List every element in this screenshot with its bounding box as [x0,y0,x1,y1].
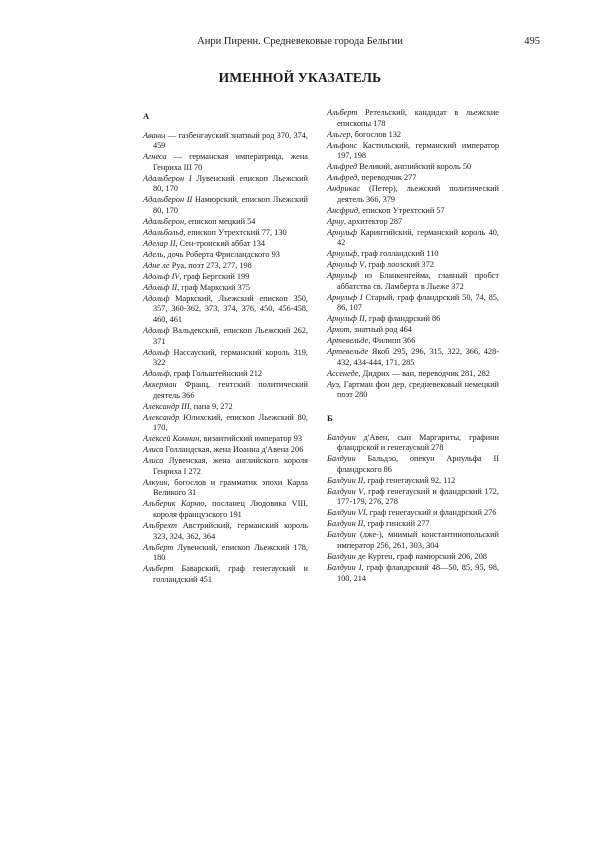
index-entry [327,433,499,454]
index-entry [327,108,499,129]
index-entry [327,184,499,205]
entry-text: Намюрский, епископ Льежский 80, 170 [153,195,308,215]
entry-text: Кастильский, германский император 197, 198 [337,140,499,161]
entry-name: Аделар II [143,238,176,248]
index-entry [327,476,499,487]
index-entry [327,508,499,519]
entry-text: , граф Маркский 375 [177,282,251,292]
entry-text: Якоб 295, 296, 315, 322, 366, 428-432, 434-444, 171, 285 [337,347,499,367]
entries-list-left [143,131,308,586]
index-entry [327,552,499,563]
section-heading-b: Б [327,413,333,424]
index-entry [143,456,308,477]
index-entry [143,131,308,152]
entry-text: , граф голландский 110 [357,249,439,259]
index-column-right [327,108,499,584]
entry-name: Альберик Корню [143,499,205,509]
entry-text: — газбенгауский знатный род 370, 374, 459 [153,130,308,151]
index-entry [143,261,308,272]
index-entry [143,250,308,261]
entry-name: Артевельде [327,347,369,357]
entry-name: Альберт [327,108,358,117]
index-entry [327,173,499,184]
index-entry [327,141,499,162]
running-head [60,36,540,47]
entry-name: Аккерман [143,380,177,390]
entry-name: Ауэ [327,379,340,389]
entry-text: , знатный род 464 [349,325,412,335]
index-entry [143,217,308,228]
entry-name: Адольф [143,325,170,335]
entry-name: Балдуин [327,530,356,540]
section-heading-a: А [143,111,150,121]
running-title: Анри Пиренн. Средневековые города Бельгии [197,36,403,47]
index-entry [143,239,308,250]
entry-text: Вальдекский, епископ Льежский 262, 371 [153,325,308,346]
entry-text: , посланец Людовика VIII, короля французского 191 [153,499,308,519]
entry-name: Альфред [327,162,358,172]
index-entry [143,499,308,520]
index-column-left [143,108,308,586]
entry-text: Каринтийский, германский король 40, 42 [337,227,499,248]
index-entry [143,283,308,294]
index-entry [327,293,499,314]
index-entry [327,454,499,475]
entry-text: Старый, граф фландрский 50, 74, 85, 86, 107 [337,292,499,313]
index-entry [327,130,499,141]
index-entry [327,563,499,584]
entry-name: Альфред [327,173,358,183]
page-title: ИМЕННОЙ УКАЗАТЕЛЬ [218,70,382,85]
index-entry [327,347,499,368]
entry-name: Балдуин II [327,519,364,529]
entry-text: , епископ Утрехтский 57 [358,205,445,215]
index-entry [327,217,499,228]
entry-text: , Филипп 366 [368,336,416,346]
entry-text: Нассауский, германский король 319, 322 [153,347,308,368]
index-entry [327,530,499,551]
entry-text: , богослов и грамматик эпохи Карла Великого 31 [153,477,308,498]
entry-text: Ретельский, кандидат в льежские епископы 178 [337,108,499,128]
entry-name: Арнульф I [327,292,363,302]
index-entry [143,294,308,326]
entry-text: , граф фландрский 48—50, 85, 95, 98, 100, 214 [337,562,499,583]
entry-name: Адне ле [143,260,170,270]
entry-name: Алиса [143,445,164,455]
entry-text: — германская императрица, жена Генриха III 70 [153,152,308,172]
entry-text: Лувенский, епископ Льежский 178, 180 [153,542,308,563]
entry-text: , дочь Роберта Фрисландского 93 [163,249,280,259]
index-entry [327,260,499,271]
entry-text: , граф фландрский 86 [364,314,441,324]
index-entry [143,521,308,542]
entry-text: , граф генегауский 92, 112 [363,475,456,485]
entry-name: Алкуин [143,477,168,487]
entry-name: Александр III [143,401,190,411]
entry-text: , папа 9, 272 [189,401,233,411]
entry-text: из Бланкенгейма, главный пробст аббатства св. Ламберта в Льеже 372 [337,271,499,291]
page-number: 495 [524,36,540,47]
index-entry [143,413,308,434]
entry-name: Архот [327,325,350,335]
entry-name: Арнульф II [327,314,365,324]
index-entry [327,162,499,173]
entry-name: Арнульф [327,271,358,281]
index-entry [327,487,499,508]
index-entry [327,271,499,292]
entry-text: Лувенская, жена английского короля Генриха I 272 [153,456,308,476]
entry-name: Ансфрид [327,205,359,215]
entries-list-right-a [327,108,499,401]
index-entry [143,478,308,499]
entry-text: , переводчик 277 [357,173,417,183]
entry-name: Аваны [143,130,166,140]
index-entry [143,445,308,456]
index-entry [327,228,499,249]
entry-name: Адальберон II [143,195,193,205]
index-entry [143,152,308,173]
entry-text: , епископ Утрехтский 77, 130 [183,227,287,237]
entry-name: Алексей Комнин [143,434,200,444]
index-entry [143,380,308,401]
index-entry [143,434,308,445]
entry-name: Арну [327,216,345,226]
index-entry [143,402,308,413]
entry-text: Австрийский, германский король 323, 324, 362, 364 [153,520,308,541]
index-entry [143,272,308,283]
entry-name: Артевельде [327,336,369,346]
entry-text: , Сен-тронский аббат 134 [175,238,266,248]
entry-text: , граф Бергский 199 [179,271,250,281]
entry-name: Алиса [143,456,164,466]
entry-name: Альгер [327,129,351,139]
entry-text: Франц, гентский политический деятель 366 [153,380,308,400]
entry-text: , архитектор 287 [344,216,403,226]
index-entry [143,326,308,347]
entry-name: Альберт [143,542,174,552]
index-entry [327,369,499,380]
entry-name: Адольф [143,293,170,303]
entry-name: Адель [143,249,164,259]
entry-text: д'Авен, сын Маргариты, графини фландрской и генегауской 278 [337,432,499,453]
index-entry [143,369,308,380]
entry-name: Адальберон [143,216,185,226]
entry-name: Адольф IV [143,271,180,281]
entry-name: Александр [143,412,180,422]
entry-name: Балдуин [327,551,356,561]
entry-name: Балдуин [327,454,356,464]
entry-text: Руа, поэт 273, 277, 198 [169,260,252,270]
entry-name: Альфонс [327,140,358,150]
index-entry [327,314,499,325]
entry-text: , граф Гольштейнский 212 [169,369,263,379]
entry-text: де Куртен, граф намюрский 206, 208 [355,551,487,561]
entry-text: (Петер), льежский политический деятель 366, 379 [337,184,499,204]
entry-text: , граф генегауский и фландрский 276 [365,508,497,518]
entry-name: Балдуин I [327,562,362,572]
index-entry [143,564,308,585]
index-entry [327,336,499,347]
entry-name: Балдуин VI [327,508,366,518]
entry-text: Лувенский епископ Льежский 80, 170 [153,173,309,194]
entry-text: Юлихский, епископ Льежский 80, 170, [153,412,308,433]
entry-text: , Дидрих — ван, переводчик 281, 282 [358,368,490,378]
entry-text: Великий, английский король 50 [357,162,472,172]
index-entry [327,249,499,260]
entry-name: Альберт [143,564,174,574]
entry-text: , епископ мецкий 54 [184,216,256,226]
entry-text: , Гартман фон дер, средневековый немецкий поэт 280 [337,379,499,400]
entry-text: Маркский, Льежский епископ 350, 357, 360-362, 373, 374, 376, 450, 456-458, 460, 461 [153,293,308,324]
entry-text: , граф генегауский и фландрский 172, 177-179, 276, 278 [337,486,500,507]
index-entry [327,325,499,336]
entry-text: Голландская, жена Иоанна д'Авена 206 [163,445,304,455]
entry-name: Арнульф V [327,260,365,270]
index-entry [143,195,308,216]
index-entry [327,380,499,401]
index-entry [143,543,308,564]
entry-name: Андрикас [327,184,361,194]
entry-name: Адольф [143,347,170,357]
entry-name: Балдуин II [327,475,364,485]
entry-name: Арнульф [327,249,358,259]
entry-text: Баварский, граф генегауский и голландский 451 [153,564,308,584]
entry-name: Адальберон I [143,173,192,183]
entry-name: Ассенеде [327,368,359,378]
entry-name: Арнульф [327,227,358,237]
entry-name: Адольф II [143,282,178,292]
index-entry [327,519,499,530]
index-entry [143,174,308,195]
entry-text: Бальдэо, опекун Арнульфа II фландрского 86 [337,454,499,474]
entry-text: , византийский император 93 [199,434,303,444]
entry-text: , граф лоозский 372 [364,260,434,270]
entry-name: Адольф [143,369,170,379]
entry-name: Балдуин [327,432,356,442]
entries-list-right-b [327,433,499,584]
entry-name: Балдуин V [327,486,364,496]
index-entry [143,228,308,239]
entry-text: (лже-), мнимый константинопольский император 256, 261, 303, 304 [337,530,499,550]
entry-name: Альбрехт [143,520,178,530]
entry-name: Агнеса [143,152,167,162]
entry-name: Адальбольд [143,227,184,237]
index-entry [327,206,499,217]
index-entry [143,348,308,369]
entry-text: , богослов 132 [350,129,402,139]
entry-text: , граф гинский 277 [363,519,430,529]
